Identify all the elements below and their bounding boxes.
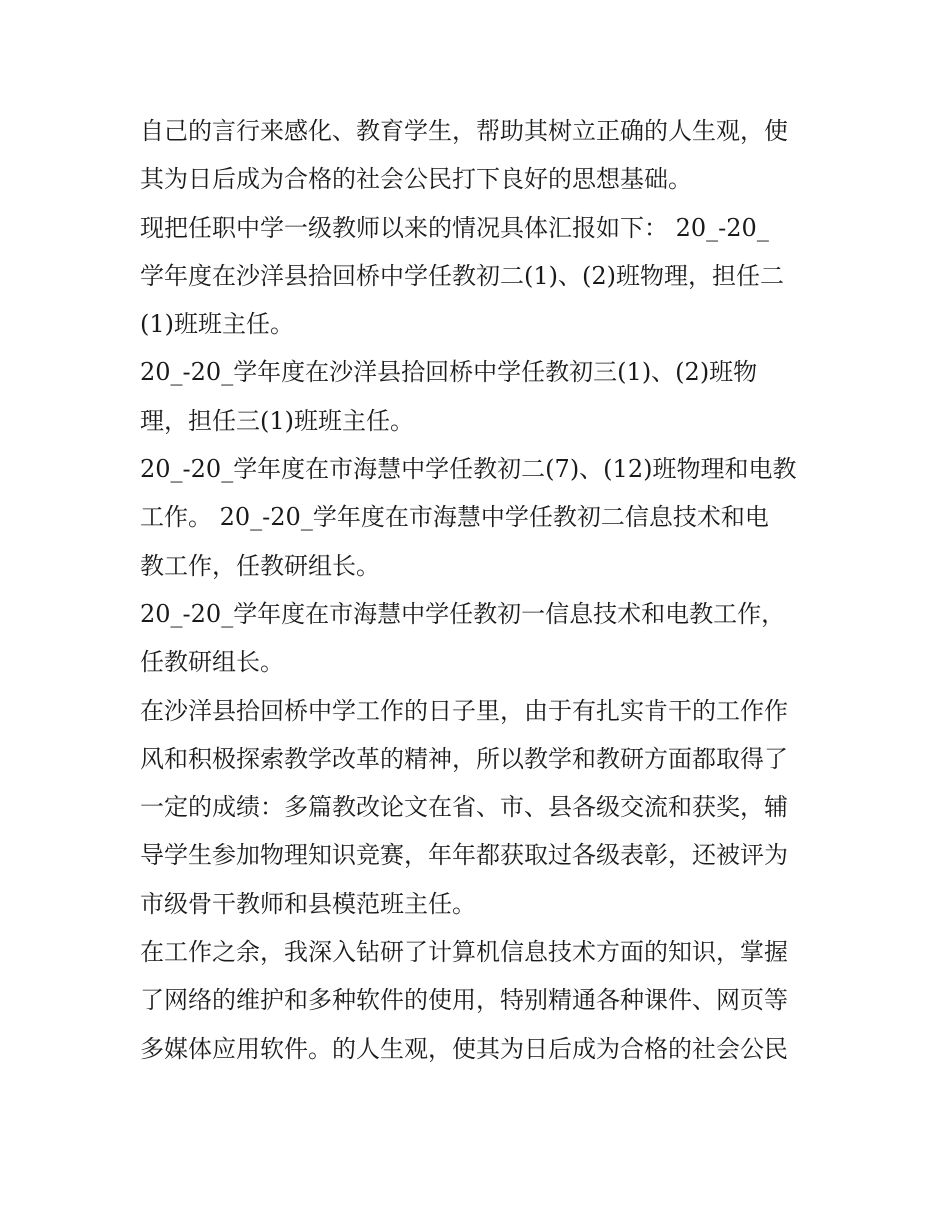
text-line: 20_-20_学年度在市海慧中学任教初一信息技术和电教工作， bbox=[140, 599, 786, 628]
text-line: 风和积极探索教学改革的精神，所以教学和教研方面都取得了 bbox=[140, 744, 788, 773]
text-line: 理，担任三(1)班班主任。 bbox=[140, 406, 414, 435]
text-line: 了网络的维护和多种软件的使用，特别精通各种课件、网页等 bbox=[140, 986, 788, 1015]
text-line: 多媒体应用软件。的人生观，使其为日后成为合格的社会公民 bbox=[140, 1034, 788, 1063]
text-line: 导学生参加物理知识竞赛，年年都获取过各级表彰，还被评为 bbox=[140, 841, 788, 870]
text-line: 现把任职中学一级教师以来的情况具体汇报如下： 20_-20_ bbox=[140, 213, 769, 242]
text-line: 工作。 20_-20_学年度在市海慧中学任教初二信息技术和电 bbox=[140, 503, 769, 532]
text-line: 学年度在沙洋县拾回桥中学任教初二(1)、(2)班物理，担任二 bbox=[140, 261, 784, 290]
text-line: 市级骨干教师和县模范班主任。 bbox=[140, 889, 476, 918]
text-line: 一定的成绩：多篇教改论文在省、市、县各级交流和获奖，辅 bbox=[140, 793, 788, 822]
text-line: 在沙洋县拾回桥中学工作的日子里，由于有扎实肯干的工作作 bbox=[140, 696, 788, 725]
text-line: 其为日后成为合格的社会公民打下良好的思想基础。 bbox=[140, 165, 692, 194]
text-line: 教工作，任教研组长。 bbox=[140, 551, 380, 580]
text-line: (1)班班主任。 bbox=[140, 310, 294, 339]
text-line: 在工作之余，我深入钻研了计算机信息技术方面的知识，掌握 bbox=[140, 938, 788, 967]
text-line: 20_-20_学年度在沙洋县拾回桥中学任教初三(1)、(2)班物 bbox=[140, 358, 758, 387]
text-line: 20_-20_学年度在市海慧中学任教初二(7)、(12)班物理和电教 bbox=[140, 455, 797, 484]
text-line: 自己的言行来感化、教育学生，帮助其树立正确的人生观，使 bbox=[140, 117, 788, 145]
text-line: 任教研组长。 bbox=[140, 648, 284, 677]
document-body bbox=[140, 107, 816, 1073]
